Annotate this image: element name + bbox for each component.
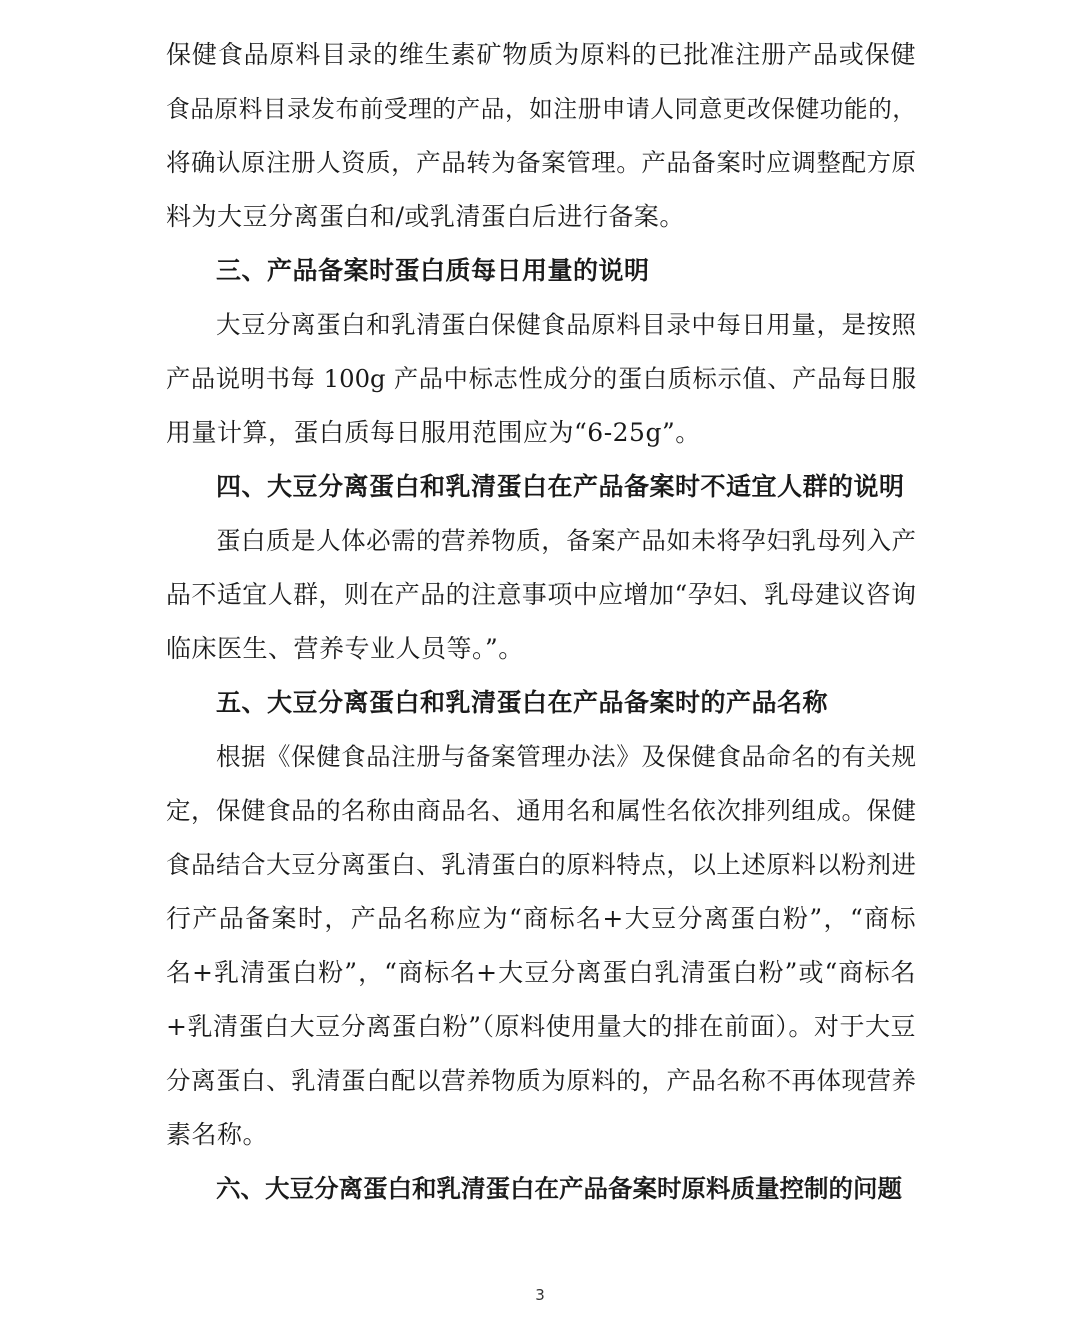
paragraph-line: 行产品备案时，产品名称应为“商标名+大豆分离蛋白粉”，“商标 (166, 904, 916, 933)
section-heading-5: 五、大豆分离蛋白和乳清蛋白在产品备案时的产品名称 (216, 688, 829, 717)
paragraph-line: 临床医生、营养专业人员等。”。 (166, 634, 524, 663)
page-number: 3 (535, 1286, 545, 1304)
paragraph-line: 用量计算，蛋白质每日服用范围应为“6-25g”。 (166, 418, 701, 447)
paragraph-line: 品不适宜人群，则在产品的注意事项中应增加“孕妇、乳母建议咨询 (166, 580, 916, 609)
paragraph-line: 根据《保健食品注册与备案管理办法》及保健食品命名的有关规 (216, 742, 916, 771)
paragraph-line: 食品原料目录发布前受理的产品，如注册申请人同意更改保健功能的， (166, 95, 916, 123)
paragraph-line: 食品结合大豆分离蛋白、乳清蛋白的原料特点，以上述原料以粉剂进 (166, 850, 916, 879)
paragraph-line: 大豆分离蛋白和乳清蛋白保健食品原料目录中每日用量，是按照 (216, 310, 916, 339)
paragraph-line: 素名称。 (166, 1120, 269, 1149)
paragraph-line: 名+乳清蛋白粉”，“商标名+大豆分离蛋白乳清蛋白粉”或“商标名 (166, 958, 916, 987)
paragraph-line: 蛋白质是人体必需的营养物质，备案产品如未将孕妇乳母列入产 (216, 526, 916, 555)
section-heading-4: 四、大豆分离蛋白和乳清蛋白在产品备案时不适宜人群的说明 (216, 472, 905, 501)
paragraph-line: 料为大豆分离蛋白和/或乳清蛋白后进行备案。 (166, 202, 685, 231)
section-heading-3: 三、产品备案时蛋白质每日用量的说明 (216, 256, 650, 285)
paragraph-line: 定，保健食品的名称由商品名、通用名和属性名依次排列组成。保健 (166, 796, 916, 825)
section-heading-6: 六、大豆分离蛋白和乳清蛋白在产品备案时原料质量控制的问题 (216, 1174, 902, 1203)
paragraph-line: +乳清蛋白大豆分离蛋白粉”（原料使用量大的排在前面）。对于大豆 (166, 1012, 916, 1041)
paragraph-line: 保健食品原料目录的维生素矿物质为原料的已批准注册产品或保健 (166, 40, 916, 69)
paragraph-line: 将确认原注册人资质，产品转为备案管理。产品备案时应调整配方原 (166, 148, 916, 177)
paragraph-line: 分离蛋白、乳清蛋白配以营养物质为原料的，产品名称不再体现营养 (166, 1066, 916, 1095)
paragraph-line: 产品说明书每 100g 产品中标志性成分的蛋白质标示值、产品每日服 (166, 364, 916, 393)
